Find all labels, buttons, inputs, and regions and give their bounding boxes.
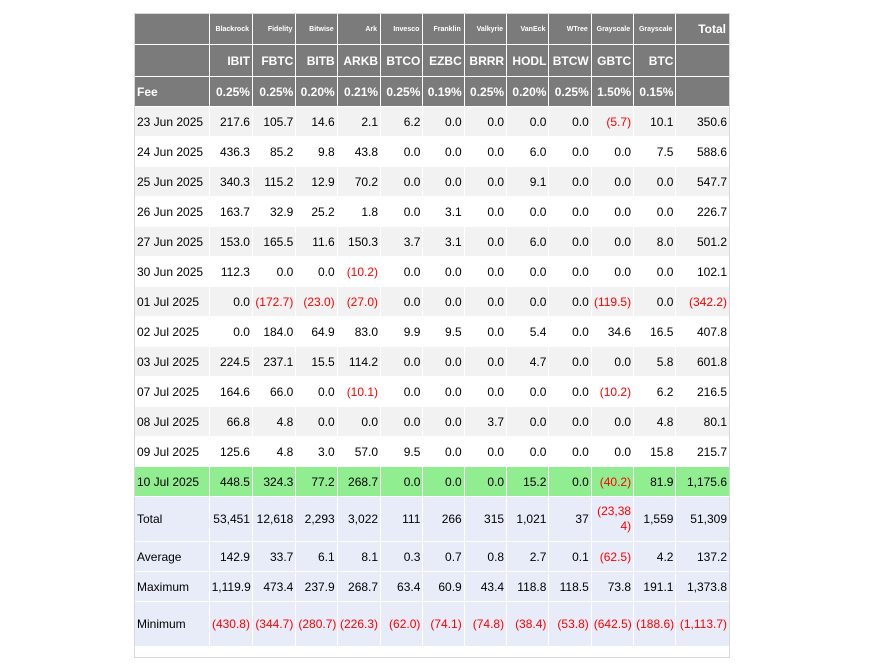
summary-value: (74.8): [464, 602, 506, 647]
summary-value: (38.4): [507, 602, 549, 647]
flow-value: 5.4: [507, 317, 549, 347]
summary-row-maximum: [135, 572, 730, 602]
summary-value: 0.1: [549, 542, 591, 572]
flow-value: 0.0: [464, 167, 506, 197]
flow-value: 184.0: [252, 317, 295, 347]
flow-value: 15.8: [634, 437, 676, 467]
summary-row-minimum: [135, 602, 730, 647]
fee-value: 1.50%: [591, 77, 633, 107]
flow-value: 163.7: [209, 197, 252, 227]
summary-value: 2.7: [507, 542, 549, 572]
flow-value: 0.0: [423, 377, 464, 407]
flow-value: 0.0: [464, 317, 506, 347]
row-total: 501.2: [676, 227, 730, 257]
summary-value: 37: [549, 497, 591, 542]
fee-value: 0.25%: [252, 77, 295, 107]
summary-value: 12,618: [252, 497, 295, 542]
flow-value: 32.9: [252, 197, 295, 227]
summary-value: 33.7: [252, 542, 295, 572]
summary-value: (62.5): [591, 542, 633, 572]
flow-value: 25.2: [296, 197, 337, 227]
fee-value: 0.25%: [464, 77, 506, 107]
flow-value: 0.0: [549, 377, 591, 407]
flow-value: 0.0: [464, 287, 506, 317]
flow-value: 115.2: [252, 167, 295, 197]
flow-value: 1.8: [337, 197, 380, 227]
summary-total: 51,309: [676, 497, 730, 542]
flow-value: 0.0: [381, 197, 423, 227]
flow-value: 0.0: [296, 257, 337, 287]
flow-value: 0.0: [591, 137, 633, 167]
flow-value: 0.0: [464, 347, 506, 377]
flow-value: 0.0: [507, 257, 549, 287]
flow-value: 4.8: [252, 407, 295, 437]
flow-value: 0.0: [507, 377, 549, 407]
summary-value: 315: [464, 497, 506, 542]
row-total: 407.8: [676, 317, 730, 347]
flow-value: 448.5: [209, 467, 252, 497]
issuer-name: Ark: [337, 14, 380, 45]
summary-value: 4.2: [634, 542, 676, 572]
row-date: 08 Jul 2025: [135, 407, 210, 437]
fee-total-blank: [676, 77, 730, 107]
flow-value: 9.5: [381, 437, 423, 467]
flow-value: 125.6: [209, 437, 252, 467]
flow-value: 57.0: [337, 437, 380, 467]
summary-value: 43.4: [464, 572, 506, 602]
flow-value: 0.0: [507, 407, 549, 437]
summary-value: 142.9: [209, 542, 252, 572]
flow-value: 0.0: [423, 107, 464, 137]
flow-value: 0.0: [549, 137, 591, 167]
flow-value: 43.8: [337, 137, 380, 167]
issuer-name: Fidelity: [252, 14, 295, 45]
flow-value: 0.0: [381, 467, 423, 497]
flow-value: (10.2): [591, 377, 633, 407]
flow-value: 5.8: [634, 347, 676, 377]
issuer-name: Invesco: [381, 14, 423, 45]
summary-value: 191.1: [634, 572, 676, 602]
row-date: 10 Jul 2025: [135, 467, 210, 497]
flow-value: 6.0: [507, 227, 549, 257]
flow-value: (23.0): [296, 287, 337, 317]
flow-value: 64.9: [296, 317, 337, 347]
flow-value: 105.7: [252, 107, 295, 137]
ticker-symbol: BITB: [296, 45, 337, 77]
flow-value: 0.0: [507, 287, 549, 317]
summary-total: (1,113.7): [676, 602, 730, 647]
flow-value: (5.7): [591, 107, 633, 137]
flow-value: 0.0: [549, 407, 591, 437]
flow-value: 0.0: [464, 107, 506, 137]
summary-stats: [135, 497, 730, 647]
row-total: 226.7: [676, 197, 730, 227]
flow-value: 9.9: [381, 317, 423, 347]
flow-value: 66.8: [209, 407, 252, 437]
summary-value: (62.0): [381, 602, 423, 647]
flow-value: 0.0: [464, 257, 506, 287]
flow-value: 0.0: [296, 377, 337, 407]
fee-value: 0.15%: [634, 77, 676, 107]
table-header: [135, 14, 730, 107]
ticker-symbol: BTC: [634, 45, 676, 77]
flow-value: 2.1: [337, 107, 380, 137]
summary-value: 118.5: [549, 572, 591, 602]
flow-value: 237.1: [252, 347, 295, 377]
flow-value: 0.0: [549, 227, 591, 257]
flow-value: 0.0: [591, 407, 633, 437]
fee-value: 0.25%: [381, 77, 423, 107]
flow-value: 0.0: [549, 317, 591, 347]
flow-value: 0.0: [634, 197, 676, 227]
flow-value: 0.0: [381, 377, 423, 407]
flow-value: 0.0: [423, 407, 464, 437]
flow-value: (27.0): [337, 287, 380, 317]
flow-value: 0.0: [381, 137, 423, 167]
flow-value: 15.2: [507, 467, 549, 497]
flow-value: 81.9: [634, 467, 676, 497]
flow-value: 268.7: [337, 467, 380, 497]
issuer-name: Valkyrie: [464, 14, 506, 45]
fee-value: 0.20%: [507, 77, 549, 107]
flow-value: 164.6: [209, 377, 252, 407]
row-date: 27 Jun 2025: [135, 227, 210, 257]
summary-value: 63.4: [381, 572, 423, 602]
table-row: [135, 257, 730, 287]
row-total: 350.6: [676, 107, 730, 137]
row-date: 01 Jul 2025: [135, 287, 210, 317]
summary-value: 111: [381, 497, 423, 542]
daily-flows: [135, 107, 730, 497]
flow-value: 34.6: [591, 317, 633, 347]
summary-total: 1,373.8: [676, 572, 730, 602]
flow-value: 3.0: [296, 437, 337, 467]
summary-value: 2,293: [296, 497, 337, 542]
ticker-symbol: GBTC: [591, 45, 633, 77]
flow-value: 3.7: [381, 227, 423, 257]
table-row: [135, 407, 730, 437]
fee-value: 0.25%: [549, 77, 591, 107]
flow-value: 0.0: [591, 197, 633, 227]
flow-value: 0.0: [549, 347, 591, 377]
summary-total: 137.2: [676, 542, 730, 572]
table-row: [135, 197, 730, 227]
flow-value: 0.0: [591, 437, 633, 467]
flow-value: 12.9: [296, 167, 337, 197]
flow-value: 0.0: [423, 137, 464, 167]
summary-value: (23,384): [591, 497, 633, 542]
flow-value: 0.0: [381, 167, 423, 197]
row-total: (342.2): [676, 287, 730, 317]
flow-value: (172.7): [252, 287, 295, 317]
flow-value: 0.0: [591, 227, 633, 257]
issuer-name: Bitwise: [296, 14, 337, 45]
summary-value: 1,021: [507, 497, 549, 542]
flow-value: 0.0: [423, 347, 464, 377]
flow-value: 324.3: [252, 467, 295, 497]
ticker-symbol: HODL: [507, 45, 549, 77]
flow-value: 0.0: [464, 137, 506, 167]
summary-value: 266: [423, 497, 464, 542]
flow-value: 0.0: [549, 437, 591, 467]
summary-value: (430.8): [209, 602, 252, 647]
summary-value: (642.5): [591, 602, 633, 647]
summary-label: Total: [135, 497, 210, 542]
flow-value: 0.0: [549, 257, 591, 287]
summary-value: 1,119.9: [209, 572, 252, 602]
flow-value: 6.0: [507, 137, 549, 167]
summary-value: 237.9: [296, 572, 337, 602]
flow-value: 0.0: [423, 467, 464, 497]
flow-value: 4.7: [507, 347, 549, 377]
flow-value: 150.3: [337, 227, 380, 257]
table-row: [135, 437, 730, 467]
issuer-name: WTree: [549, 14, 591, 45]
row-date: 25 Jun 2025: [135, 167, 210, 197]
flow-value: 15.5: [296, 347, 337, 377]
flow-value: 3.1: [423, 197, 464, 227]
flow-value: 0.0: [507, 437, 549, 467]
table-row: [135, 137, 730, 167]
row-total: 215.7: [676, 437, 730, 467]
flow-value: 9.5: [423, 317, 464, 347]
summary-value: 0.3: [381, 542, 423, 572]
flow-value: 0.0: [549, 167, 591, 197]
flow-value: 3.1: [423, 227, 464, 257]
issuer-name: Grayscale: [591, 14, 633, 45]
flow-value: 0.0: [252, 257, 295, 287]
flow-value: 0.0: [464, 437, 506, 467]
table-row-highlighted: [135, 467, 730, 497]
flow-value: 0.0: [507, 197, 549, 227]
ticker-symbol: BRRR: [464, 45, 506, 77]
row-total: 588.6: [676, 137, 730, 167]
row-date: 24 Jun 2025: [135, 137, 210, 167]
flow-value: 9.1: [507, 167, 549, 197]
flow-value: 0.0: [591, 347, 633, 377]
summary-label: Minimum: [135, 602, 210, 647]
summary-row-total: [135, 497, 730, 542]
corner-cell: [135, 45, 210, 77]
total-header: Total: [676, 14, 730, 45]
flow-value: 0.0: [337, 407, 380, 437]
ticker-symbol: EZBC: [423, 45, 464, 77]
flow-value: 0.0: [634, 287, 676, 317]
summary-label: Average: [135, 542, 210, 572]
summary-value: 60.9: [423, 572, 464, 602]
issuer-name: VanEck: [507, 14, 549, 45]
row-total: 102.1: [676, 257, 730, 287]
ticker-symbol: BTCO: [381, 45, 423, 77]
flow-value: 0.0: [549, 107, 591, 137]
table-row: [135, 167, 730, 197]
issuer-name: Blackrock: [209, 14, 252, 45]
fee-value: 0.20%: [296, 77, 337, 107]
summary-value: 268.7: [337, 572, 380, 602]
flow-value: 83.0: [337, 317, 380, 347]
fee-value: 0.19%: [423, 77, 464, 107]
summary-value: 1,559: [634, 497, 676, 542]
flow-value: 0.0: [549, 287, 591, 317]
flow-value: 0.0: [507, 107, 549, 137]
summary-value: 473.4: [252, 572, 295, 602]
summary-value: 6.1: [296, 542, 337, 572]
flow-value: 0.0: [464, 377, 506, 407]
row-total: 1,175.6: [676, 467, 730, 497]
flow-value: 0.0: [423, 257, 464, 287]
table-row: [135, 317, 730, 347]
ticker-symbol: BTCW: [549, 45, 591, 77]
table-row: [135, 107, 730, 137]
flow-value: 70.2: [337, 167, 380, 197]
summary-value: 118.8: [507, 572, 549, 602]
summary-value: 73.8: [591, 572, 633, 602]
table-row: [135, 347, 730, 377]
flow-value: 14.6: [296, 107, 337, 137]
row-total: 601.8: [676, 347, 730, 377]
flow-value: 0.0: [591, 167, 633, 197]
flow-value: 0.0: [464, 197, 506, 227]
flow-value: 165.5: [252, 227, 295, 257]
flow-value: 16.5: [634, 317, 676, 347]
flow-value: 85.2: [252, 137, 295, 167]
flow-value: 0.0: [423, 287, 464, 317]
summary-value: (188.6): [634, 602, 676, 647]
row-date: 07 Jul 2025: [135, 377, 210, 407]
summary-value: 0.8: [464, 542, 506, 572]
fee-value: 0.25%: [209, 77, 252, 107]
flow-value: 217.6: [209, 107, 252, 137]
flow-value: 77.2: [296, 467, 337, 497]
row-date: 30 Jun 2025: [135, 257, 210, 287]
flow-value: 6.2: [634, 377, 676, 407]
fee-label: Fee: [135, 77, 210, 107]
row-total: 547.7: [676, 167, 730, 197]
flow-value: 3.7: [464, 407, 506, 437]
flow-value: 10.1: [634, 107, 676, 137]
flow-value: 153.0: [209, 227, 252, 257]
flow-value: 0.0: [549, 197, 591, 227]
row-total: 216.5: [676, 377, 730, 407]
flow-value: 112.3: [209, 257, 252, 287]
flow-value: 0.0: [209, 317, 252, 347]
flow-value: 0.0: [381, 287, 423, 317]
flow-value: 340.3: [209, 167, 252, 197]
flow-value: 7.5: [634, 137, 676, 167]
fee-row: [135, 77, 730, 107]
row-date: 23 Jun 2025: [135, 107, 210, 137]
flow-value: 0.0: [634, 167, 676, 197]
flow-value: 8.0: [634, 227, 676, 257]
flow-value: 11.6: [296, 227, 337, 257]
row-date: 09 Jul 2025: [135, 437, 210, 467]
summary-value: (74.1): [423, 602, 464, 647]
flow-value: 9.8: [296, 137, 337, 167]
flow-value: 0.0: [381, 407, 423, 437]
summary-label: Maximum: [135, 572, 210, 602]
flow-value: 0.0: [209, 287, 252, 317]
flow-value: (119.5): [591, 287, 633, 317]
flow-value: (10.2): [337, 257, 380, 287]
flow-value: 0.0: [634, 257, 676, 287]
flow-value: 0.0: [381, 257, 423, 287]
issuer-name: Franklin: [423, 14, 464, 45]
flow-value: 224.5: [209, 347, 252, 377]
flow-value: 0.0: [296, 407, 337, 437]
ticker-symbol: IBIT: [209, 45, 252, 77]
summary-value: (344.7): [252, 602, 295, 647]
fee-value: 0.21%: [337, 77, 380, 107]
summary-row-average: [135, 542, 730, 572]
row-date: 02 Jul 2025: [135, 317, 210, 347]
summary-value: 3,022: [337, 497, 380, 542]
corner-cell: [135, 14, 210, 45]
flow-value: 4.8: [634, 407, 676, 437]
flow-value: 0.0: [423, 437, 464, 467]
etf-flows-table: [134, 13, 730, 647]
issuer-row: [135, 14, 730, 45]
total-header-blank: [676, 45, 730, 77]
summary-value: 53,451: [209, 497, 252, 542]
summary-value: (53.8): [549, 602, 591, 647]
flow-value: 0.0: [381, 347, 423, 377]
ticker-symbol: ARKB: [337, 45, 380, 77]
row-date: 26 Jun 2025: [135, 197, 210, 227]
summary-value: (226.3): [337, 602, 380, 647]
flow-value: 4.8: [252, 437, 295, 467]
flow-value: 66.0: [252, 377, 295, 407]
summary-value: (280.7): [296, 602, 337, 647]
flow-value: 0.0: [464, 467, 506, 497]
flow-value: 0.0: [464, 227, 506, 257]
flow-value: 0.0: [591, 257, 633, 287]
ticker-row: [135, 45, 730, 77]
flow-value: (40.2): [591, 467, 633, 497]
summary-value: 0.7: [423, 542, 464, 572]
flow-value: 6.2: [381, 107, 423, 137]
table-row: [135, 287, 730, 317]
flow-value: 436.3: [209, 137, 252, 167]
row-date: 03 Jul 2025: [135, 347, 210, 377]
summary-value: 8.1: [337, 542, 380, 572]
table-row: [135, 377, 730, 407]
table-row: [135, 227, 730, 257]
ticker-symbol: FBTC: [252, 45, 295, 77]
flow-value: 0.0: [549, 467, 591, 497]
row-total: 80.1: [676, 407, 730, 437]
flow-value: 0.0: [423, 167, 464, 197]
issuer-name: Grayscale: [634, 14, 676, 45]
flow-value: 114.2: [337, 347, 380, 377]
flow-value: (10.1): [337, 377, 380, 407]
